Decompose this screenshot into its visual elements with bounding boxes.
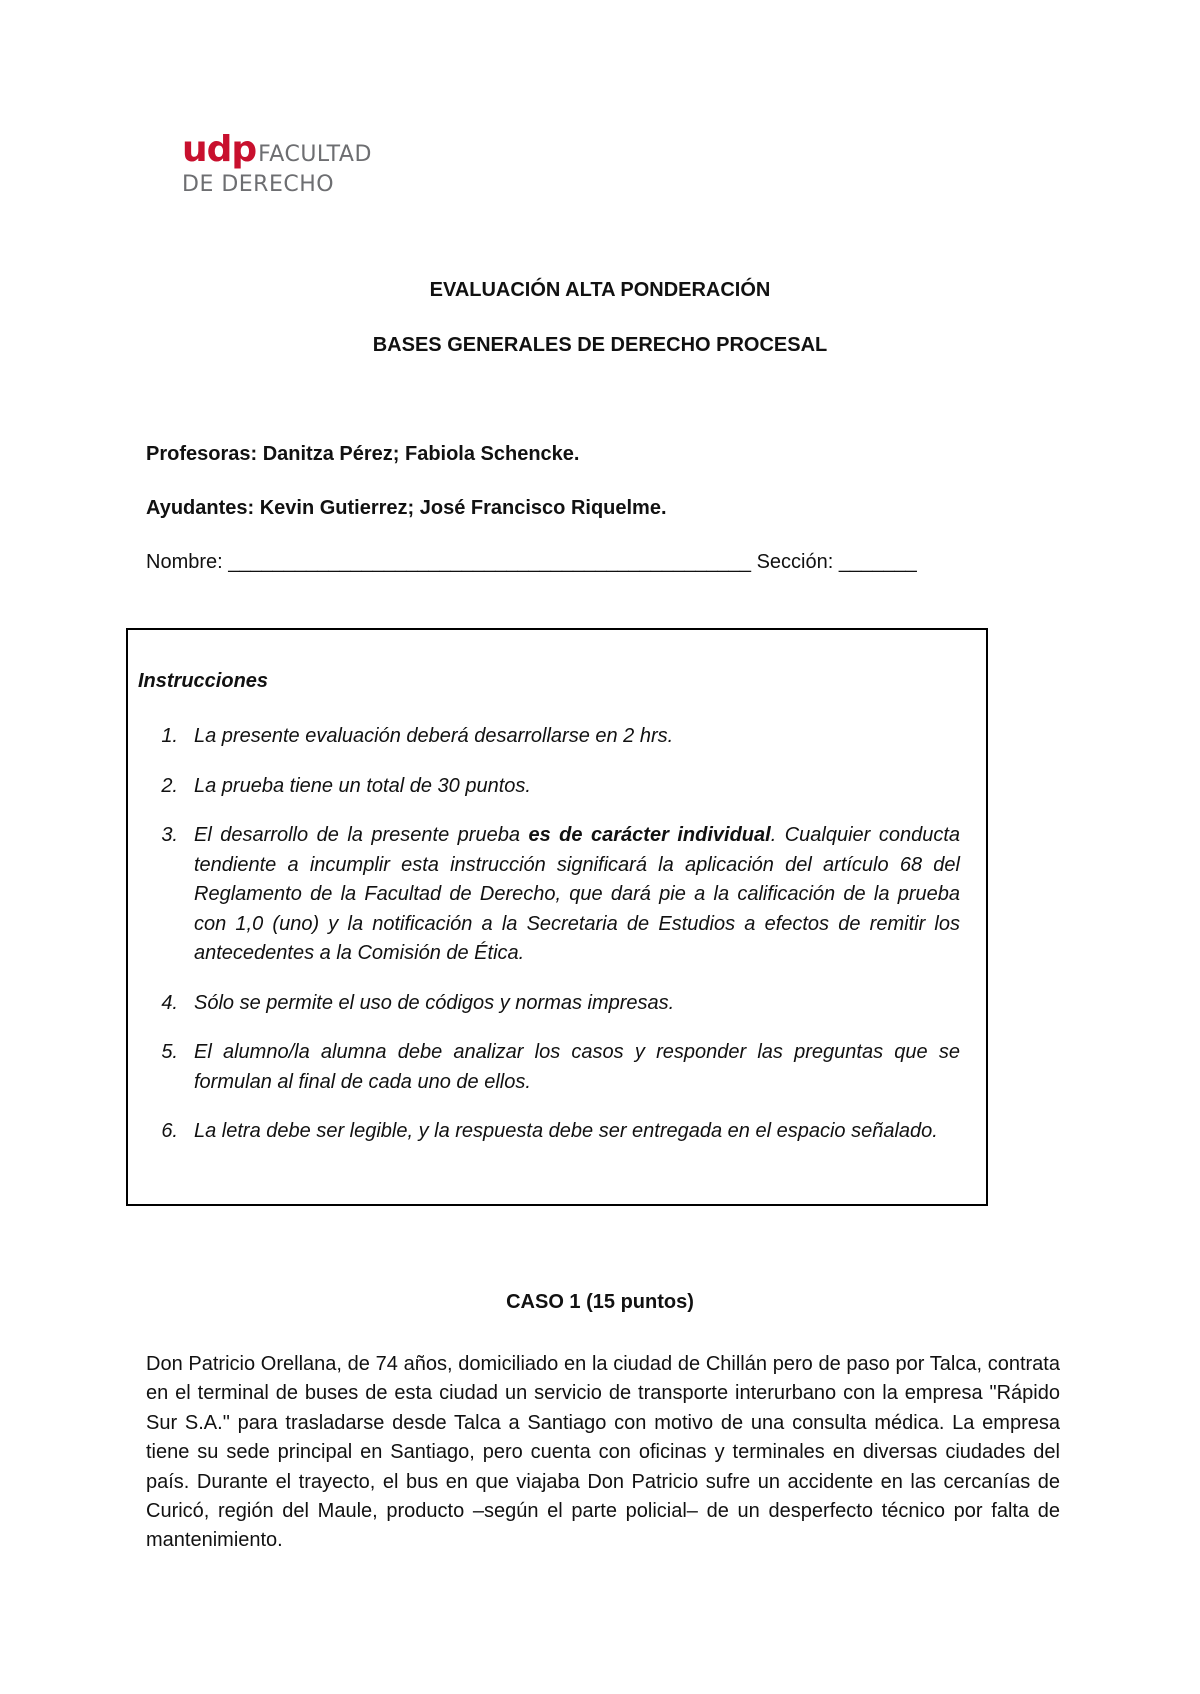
instruction-text-emphasis: es de carácter individual — [528, 824, 771, 846]
instruction-text-post: . Cualquier conducta tendiente a incumplir esta instrucción significará la aplicación del artículo 68 del Reglamento de la Facultad de Derecho, que dará pie a la calificación de la prueba con 1,0 (uno) y la notificación a la Secretaria de Estudios a efectos de remitir los antecedentes a la Comisión de Ética. — [194, 824, 960, 964]
instructions-box — [126, 628, 988, 1206]
instruction-item — [128, 1117, 990, 1147]
logo-brand: udp — [182, 129, 257, 170]
instruction-text: La prueba tiene un total de 30 puntos. — [194, 774, 531, 797]
instruction-item — [128, 722, 990, 752]
instructions-title: Instrucciones — [138, 670, 269, 692]
instruction-number: 1. — [161, 725, 178, 747]
instruction-number: 4. — [161, 991, 178, 1014]
instruction-number: 3. — [161, 824, 178, 846]
instructions-list — [128, 722, 990, 1167]
profesoras-line: Profesoras: Danitza Pérez; Fabiola Schencke. — [146, 443, 580, 465]
instruction-text: La presente evaluación deberá desarrollarse en 2 hrs. — [194, 725, 674, 747]
logo-faculty-line1: FACULTAD — [258, 142, 372, 167]
case-1-paragraph: Don Patricio Orellana, de 74 años, domiciliado en la ciudad de Chillán pero de paso por Talca, contrata en el terminal de buses de esta ciudad un servicio de transporte interurbano con la empresa "Rápido Sur S.A." para trasladarse desde Talca a Santiago con motivo de una consulta médica. La empresa tiene su sede principal en Santiago, pero cuenta con oficinas y terminales en diversas ciudades del país. Durante el trayecto, el bus en que viajaba Don Patricio sufre un accidente en las cercanías de Curicó, región del Maule, producto –según el parte policial– de un desperfecto técnico por falta de mantenimiento. — [146, 1353, 1060, 1552]
instruction-text: La letra debe ser legible, y la respuesta debe ser entregada en el espacio señalado. — [194, 1120, 938, 1142]
document-title: EVALUACIÓN ALTA PONDERACIÓN — [429, 279, 771, 301]
instruction-item — [128, 772, 990, 802]
udp-logo — [182, 129, 422, 197]
case-1-title: CASO 1 (15 puntos) — [506, 1291, 694, 1313]
instruction-text: El alumno/la alumna debe analizar los casos y responder las preguntas que se formulan al final de cada uno de ellos. — [194, 1041, 960, 1093]
instruction-text: Sólo se permite el uso de códigos y normas impresas. — [194, 991, 675, 1014]
logo-faculty-line2: DE DERECHO — [182, 172, 335, 197]
nombre-seccion-line: Nombre: _______________________________________________ Sección: _______ — [146, 551, 917, 573]
instruction-item — [128, 1038, 990, 1097]
instruction-item — [128, 821, 990, 969]
ayudantes-line: Ayudantes: Kevin Gutierrez; José Francisco Riquelme. — [146, 497, 667, 519]
instruction-text-pre: El desarrollo de la presente prueba — [194, 824, 529, 846]
instruction-number: 5. — [161, 1041, 178, 1063]
course-title: BASES GENERALES DE DERECHO PROCESAL — [372, 334, 828, 356]
instruction-number: 6. — [161, 1120, 178, 1142]
instruction-number: 2. — [161, 774, 178, 797]
instruction-text — [194, 821, 960, 969]
instruction-item — [128, 989, 990, 1019]
